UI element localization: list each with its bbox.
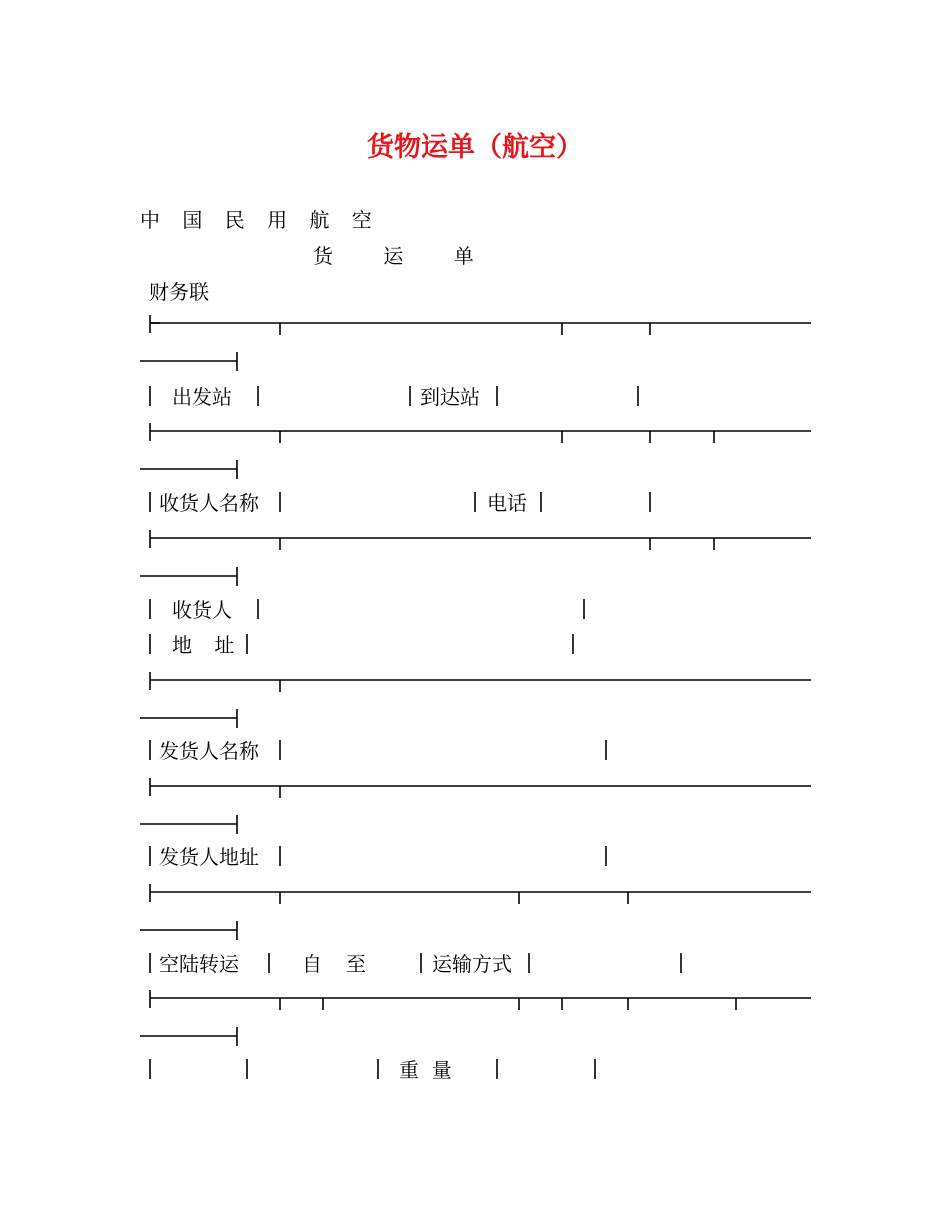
transport-mode-label: 运输方式: [432, 952, 512, 976]
shipper-name-label: 发货人名称: [159, 739, 259, 763]
origin-station-label: 出发站: [172, 385, 232, 409]
org-name: 中 国 民 用 航 空: [140, 208, 380, 232]
consignee-name-label: 收货人名称: [159, 491, 259, 515]
from-label: 自: [302, 952, 322, 976]
land-air-transfer-label: 空陆转运: [159, 952, 239, 976]
phone-label: 电话: [487, 491, 527, 515]
to-label: 至: [346, 952, 366, 976]
form-name: 货 运 单: [313, 244, 496, 268]
consignee-label: 收货人: [172, 598, 232, 622]
copy-label: 财务联: [149, 280, 209, 304]
document-title: 货物运单（航空）: [367, 132, 583, 163]
address-label: 地 址: [172, 633, 243, 657]
shipper-address-label: 发货人地址: [159, 845, 259, 869]
weight-label: 重 量: [399, 1058, 452, 1082]
destination-station-label: 到达站: [420, 385, 480, 409]
